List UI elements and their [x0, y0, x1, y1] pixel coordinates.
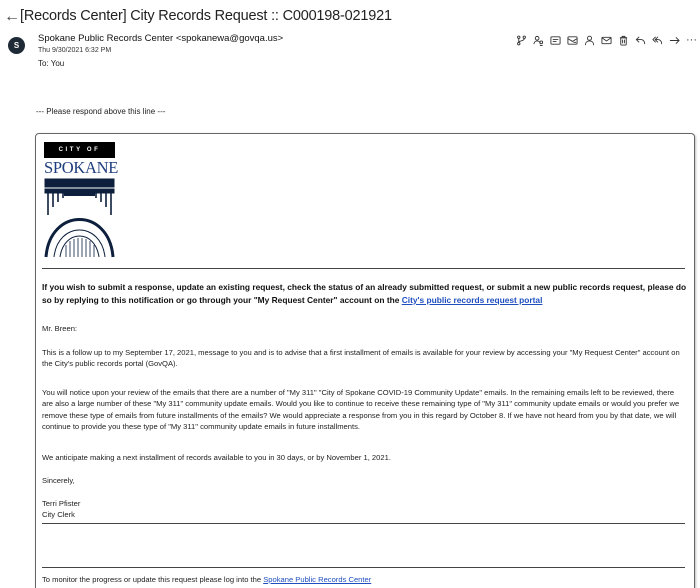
body-paragraph-3: We anticipate making a next installment of records available to you in 30 days, or by November 1, 2021. — [42, 453, 391, 462]
monitor-instructions — [42, 575, 371, 584]
logo-city-of-text: CITY OF — [44, 142, 115, 158]
sender-name[interactable]: Spokane Public Records Center <spokanewa@govqa.us> — [38, 33, 284, 44]
reply-all-icon[interactable] — [652, 34, 663, 47]
divider — [42, 523, 685, 524]
records-portal-link[interactable]: City's public records request portal — [401, 295, 543, 305]
closing: Sincerely, — [42, 476, 75, 485]
monroe-bridge-icon — [44, 177, 115, 259]
message-toolbar — [516, 34, 697, 47]
monitor-text: To monitor the progress or update this request please log into the — [42, 575, 264, 584]
recipient-line: To: You — [38, 59, 65, 68]
body-paragraph-2: You will notice upon your review of the emails that there are a number of "My 311" "City of Spokane COVID-19 Community Update" emails. In the remaining emails left to be reviewed, there are also a large number of these "My 311" community update emails. Would you like to continue to receive these remaining type of "My 311" community update emails or would you prefer we remove these type of emails from future installments of the emails? We would appreciate a response from you in this regard by October 8. If we have not heard from you by that date, we will continue to provide you these type of "My 311" community update emails in future installments. — [42, 388, 680, 432]
people-icon[interactable] — [533, 34, 544, 47]
mail-icon[interactable] — [601, 34, 612, 47]
person-icon[interactable] — [584, 34, 595, 47]
divider — [42, 268, 685, 269]
signature-name: Terri Pfister — [42, 499, 81, 508]
response-instructions — [42, 281, 687, 307]
city-of-spokane-logo — [44, 142, 118, 259]
reply-icon[interactable] — [635, 34, 646, 47]
forward-icon[interactable] — [669, 34, 680, 47]
respond-above-line: --- Please respond above this line --- — [36, 107, 166, 116]
back-arrow-icon[interactable]: ← — [4, 8, 20, 25]
records-center-link[interactable]: Spokane Public Records Center — [263, 575, 372, 584]
signature-title: City Clerk — [42, 510, 75, 519]
email-date: Thu 9/30/2021 6:32 PM — [38, 47, 112, 54]
email-subject: [Records Center] City Records Request :: C000198-021921 — [20, 8, 392, 24]
branch-icon[interactable] — [516, 34, 527, 47]
body-paragraph-1: This is a follow up to my September 17, 2021, message to you and is to advise that a first installment of emails is available for your review by accessing your "My Request Center" account on the City's public records portal (GovQA). — [42, 348, 680, 369]
divider — [42, 567, 685, 568]
more-icon[interactable]: ··· — [686, 34, 697, 46]
reply-frame-icon[interactable] — [550, 34, 561, 47]
notice-text: If you wish to submit a response, update an existing request, check the status of an already submitted request, or submit a new public records request, please do so by replying to this notification or go through your "My Request Center" account on the — [42, 282, 687, 305]
logo-spokane-word: SPOKANE — [44, 158, 118, 177]
forward-frame-icon[interactable] — [567, 34, 578, 47]
salutation: Mr. Breen: — [42, 324, 78, 333]
sender-avatar: S — [8, 37, 25, 54]
trash-icon[interactable] — [618, 34, 629, 47]
